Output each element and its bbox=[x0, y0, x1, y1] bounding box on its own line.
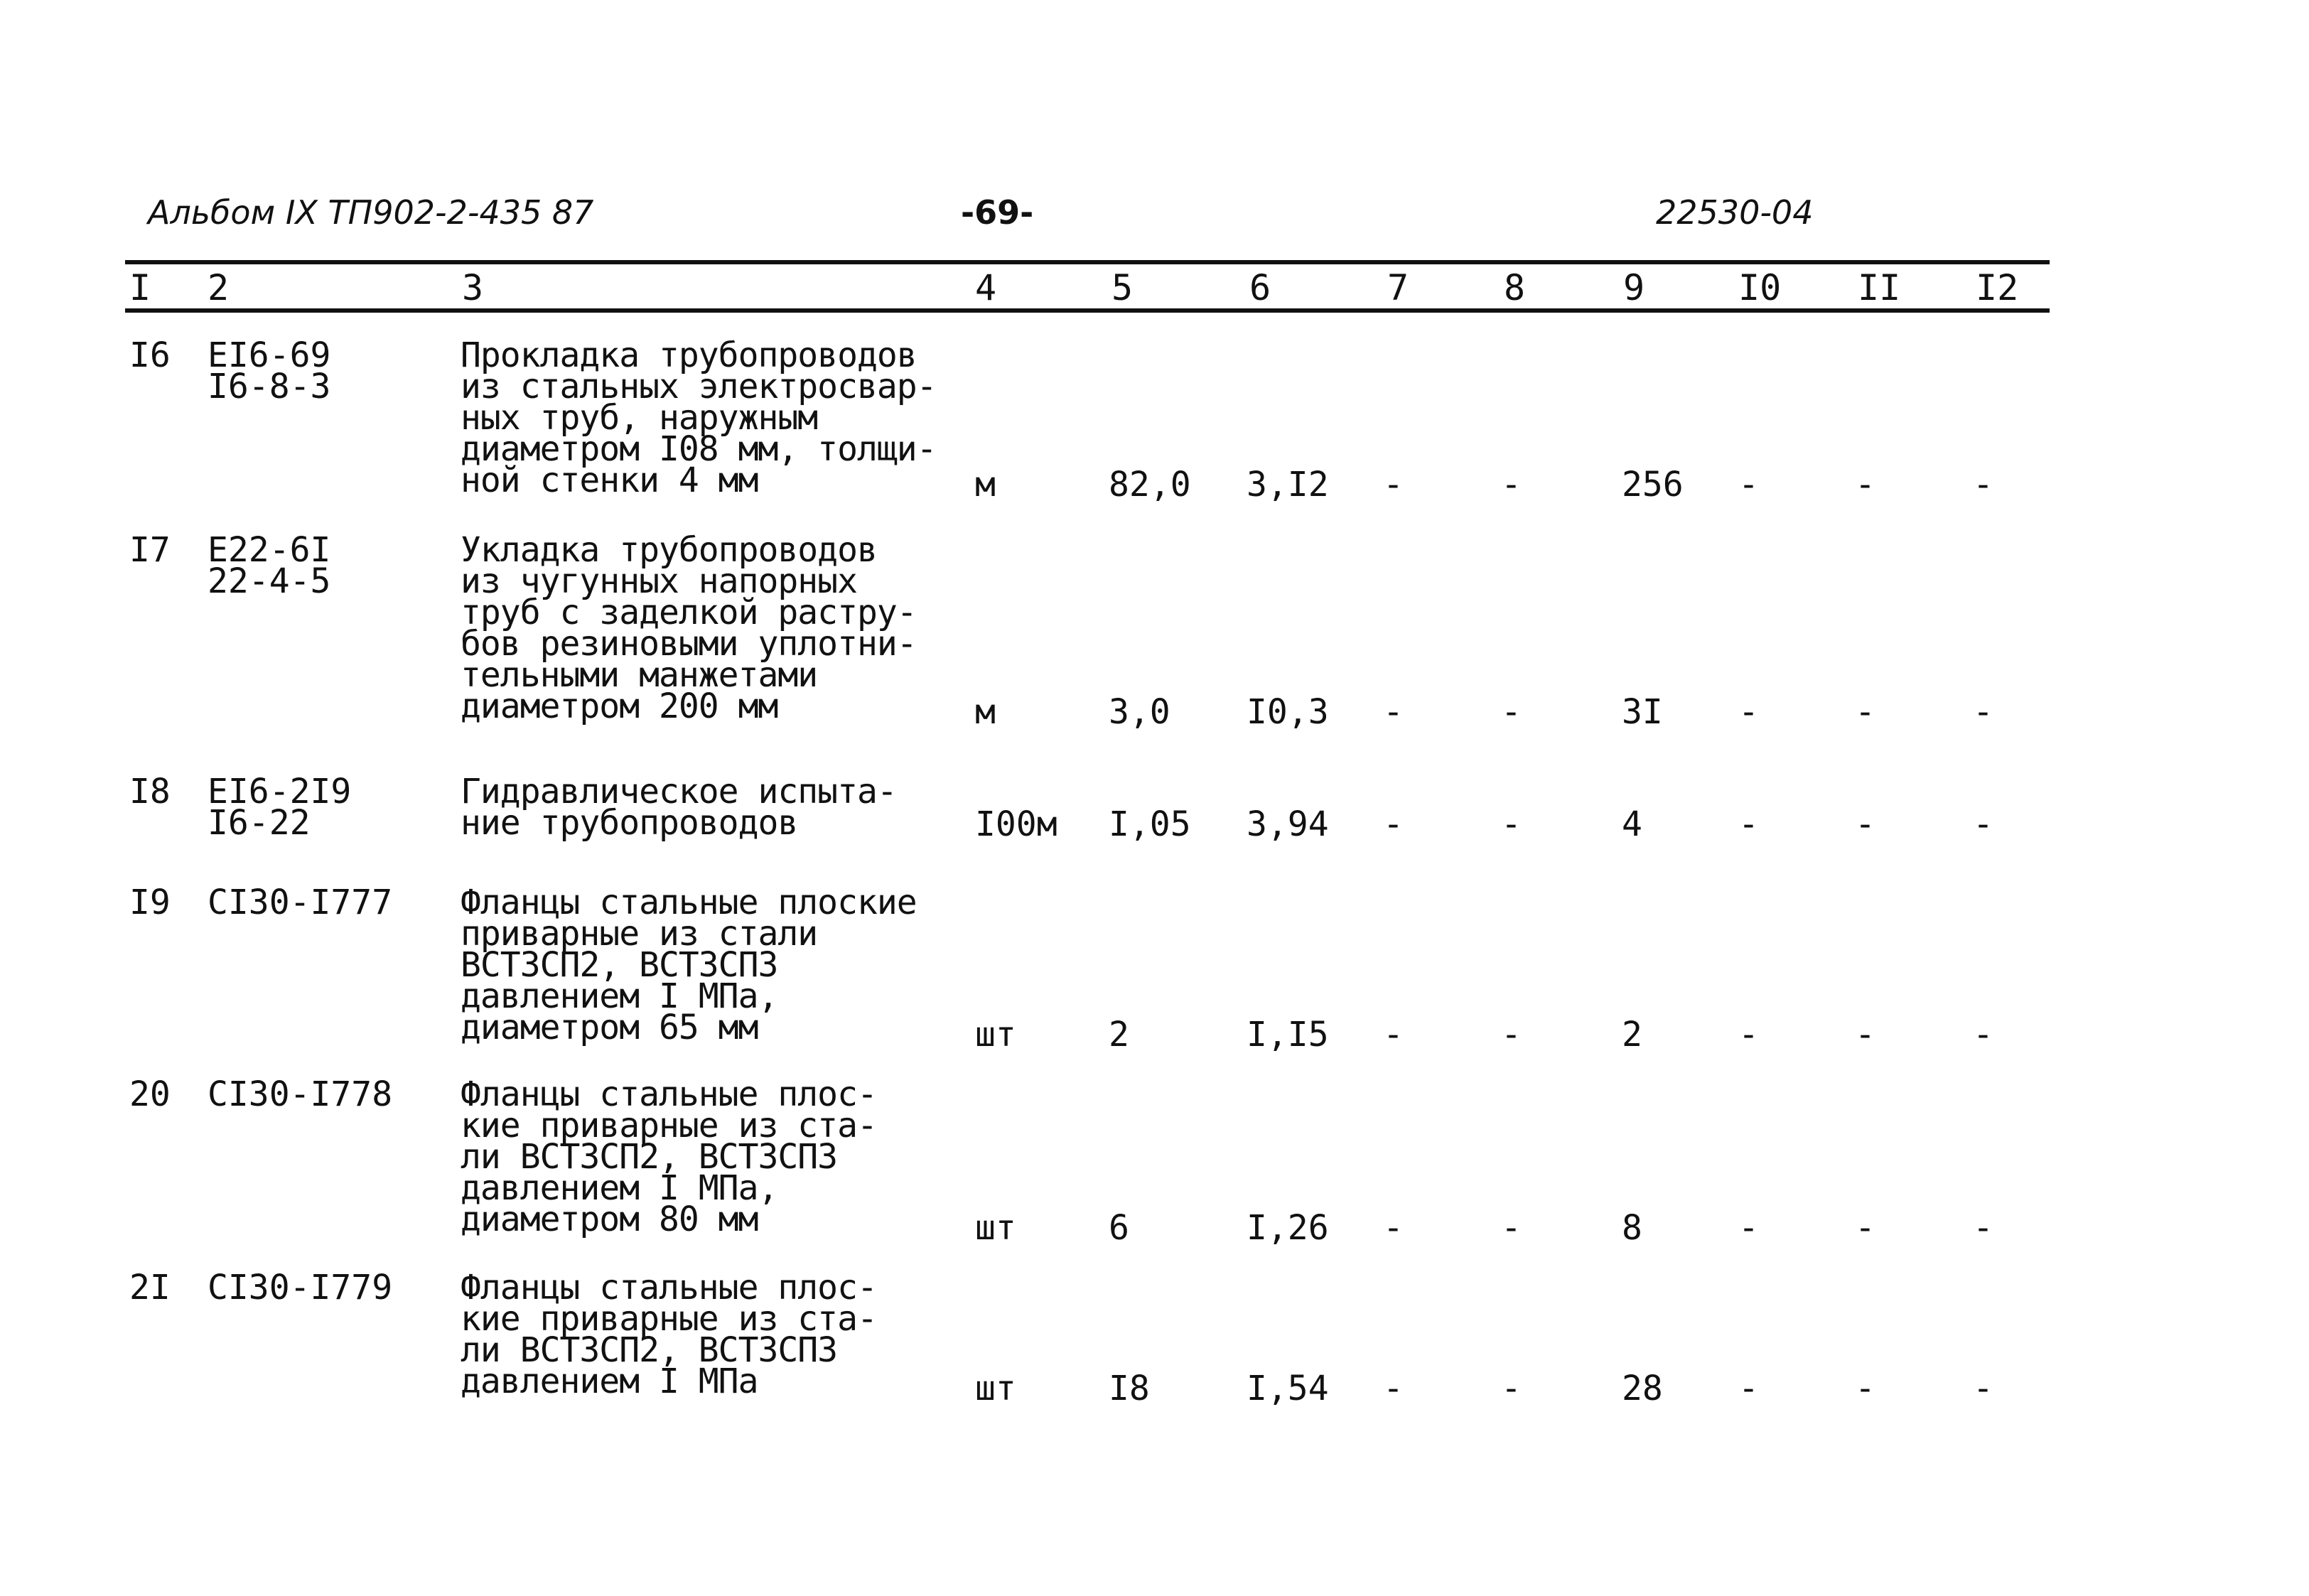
row-col9: 28 bbox=[1622, 1369, 1663, 1408]
row-number: I8 bbox=[129, 772, 171, 812]
row-col7: - bbox=[1383, 692, 1404, 732]
row-col7: - bbox=[1383, 465, 1404, 505]
row-col10: - bbox=[1738, 465, 1759, 505]
row-col5: I8 bbox=[1109, 1369, 1150, 1408]
row-col6: 3,I2 bbox=[1247, 465, 1329, 505]
column-number-2: 2 bbox=[208, 267, 230, 308]
row-col5: I,05 bbox=[1109, 804, 1191, 844]
row-description: Прокладка трубопроводов из стальных электросвар- ных труб, наружным диаметром I08 мм, толщи- ной стенки 4 мм bbox=[461, 335, 937, 500]
row-unit: м bbox=[975, 465, 996, 505]
row-col12: - bbox=[1973, 804, 1993, 844]
row-description: Фланцы стальные плос- кие приварные из ста- ли ВСТ3СП2, ВСТ3СП3 давлением I МПа, диаметром 80 мм bbox=[461, 1074, 877, 1239]
row-col6: I,54 bbox=[1247, 1369, 1329, 1408]
row-code: E22-6I 22-4-5 bbox=[208, 530, 331, 601]
row-description: Фланцы стальные плоские приварные из стали ВСТ3СП2, ВСТ3СП3 давлением I МПа, диаметром 65 мм bbox=[461, 883, 917, 1047]
row-col6: I,26 bbox=[1247, 1208, 1329, 1248]
row-number: I6 bbox=[129, 335, 171, 375]
row-number: 2I bbox=[129, 1268, 171, 1307]
row-unit: м bbox=[975, 692, 996, 732]
column-number-1: I bbox=[129, 267, 151, 308]
row-col9: 2 bbox=[1622, 1015, 1642, 1055]
page-number: -69- bbox=[961, 193, 1034, 232]
row-col6: I,I5 bbox=[1247, 1015, 1329, 1055]
row-unit: шт bbox=[975, 1015, 1016, 1055]
row-code: CI30-I777 bbox=[208, 883, 393, 922]
row-col11: - bbox=[1855, 1208, 1875, 1248]
row-col8: - bbox=[1501, 1208, 1522, 1248]
row-col8: - bbox=[1501, 1015, 1522, 1055]
row-col11: - bbox=[1855, 1369, 1875, 1408]
row-col9: 3I bbox=[1622, 692, 1663, 732]
row-col7: - bbox=[1383, 1369, 1404, 1408]
row-code: EI6-2I9 I6-22 bbox=[208, 772, 352, 843]
row-col8: - bbox=[1501, 804, 1522, 844]
row-col7: - bbox=[1383, 804, 1404, 844]
row-col11: - bbox=[1855, 465, 1875, 505]
row-col6: I0,3 bbox=[1247, 692, 1329, 732]
row-number: 20 bbox=[129, 1074, 171, 1114]
column-number-11: II bbox=[1858, 267, 1901, 308]
row-col11: - bbox=[1855, 1015, 1875, 1055]
document-code: 22530-04 bbox=[1656, 193, 1814, 232]
column-number-6: 6 bbox=[1249, 267, 1271, 308]
row-description: Гидравлическое испыта- ние трубопроводов bbox=[461, 772, 897, 843]
row-col10: - bbox=[1738, 1015, 1759, 1055]
row-unit: шт bbox=[975, 1208, 1016, 1248]
row-col5: 6 bbox=[1109, 1208, 1129, 1248]
row-col8: - bbox=[1501, 692, 1522, 732]
row-col10: - bbox=[1738, 804, 1759, 844]
row-unit: I00м bbox=[975, 804, 1057, 844]
column-number-8: 8 bbox=[1504, 267, 1526, 308]
row-col9: 4 bbox=[1622, 804, 1642, 844]
column-number-5: 5 bbox=[1112, 267, 1134, 308]
row-col10: - bbox=[1738, 1208, 1759, 1248]
column-number-3: 3 bbox=[462, 267, 484, 308]
row-col12: - bbox=[1973, 692, 1993, 732]
row-col7: - bbox=[1383, 1015, 1404, 1055]
row-col5: 3,0 bbox=[1109, 692, 1170, 732]
album-reference: Альбом IX ТП902-2-435 87 bbox=[148, 193, 594, 232]
row-code: CI30-I778 bbox=[208, 1074, 393, 1114]
row-col12: - bbox=[1973, 465, 1993, 505]
row-col10: - bbox=[1738, 1369, 1759, 1408]
row-unit: шт bbox=[975, 1369, 1016, 1408]
row-code: CI30-I779 bbox=[208, 1268, 393, 1307]
row-col12: - bbox=[1973, 1369, 1993, 1408]
row-col12: - bbox=[1973, 1015, 1993, 1055]
row-col6: 3,94 bbox=[1247, 804, 1329, 844]
row-code: EI6-69 I6-8-3 bbox=[208, 335, 331, 406]
row-col8: - bbox=[1501, 465, 1522, 505]
column-number-4: 4 bbox=[975, 267, 997, 308]
row-col5: 2 bbox=[1109, 1015, 1129, 1055]
row-col7: - bbox=[1383, 1208, 1404, 1248]
table-header-rule bbox=[125, 308, 2050, 313]
row-col9: 8 bbox=[1622, 1208, 1642, 1248]
column-number-12: I2 bbox=[1976, 267, 2019, 308]
row-col11: - bbox=[1855, 804, 1875, 844]
column-number-7: 7 bbox=[1387, 267, 1409, 308]
row-col5: 82,0 bbox=[1109, 465, 1191, 505]
row-col9: 256 bbox=[1622, 465, 1684, 505]
row-number: I7 bbox=[129, 530, 171, 570]
row-col12: - bbox=[1973, 1208, 1993, 1248]
row-col8: - bbox=[1501, 1369, 1522, 1408]
row-col10: - bbox=[1738, 692, 1759, 732]
row-description: Укладка трубопроводов из чугунных напорных труб с заделкой растру- бов резиновыми уплотни- тельными манжетами диаметром 200 мм bbox=[461, 530, 917, 726]
table-top-rule bbox=[125, 260, 2050, 264]
column-number-9: 9 bbox=[1623, 267, 1645, 308]
row-description: Фланцы стальные плос- кие приварные из ста- ли ВСТ3СП2, ВСТ3СП3 давлением I МПа bbox=[461, 1268, 877, 1401]
column-number-10: I0 bbox=[1738, 267, 1782, 308]
row-number: I9 bbox=[129, 883, 171, 922]
row-col11: - bbox=[1855, 692, 1875, 732]
